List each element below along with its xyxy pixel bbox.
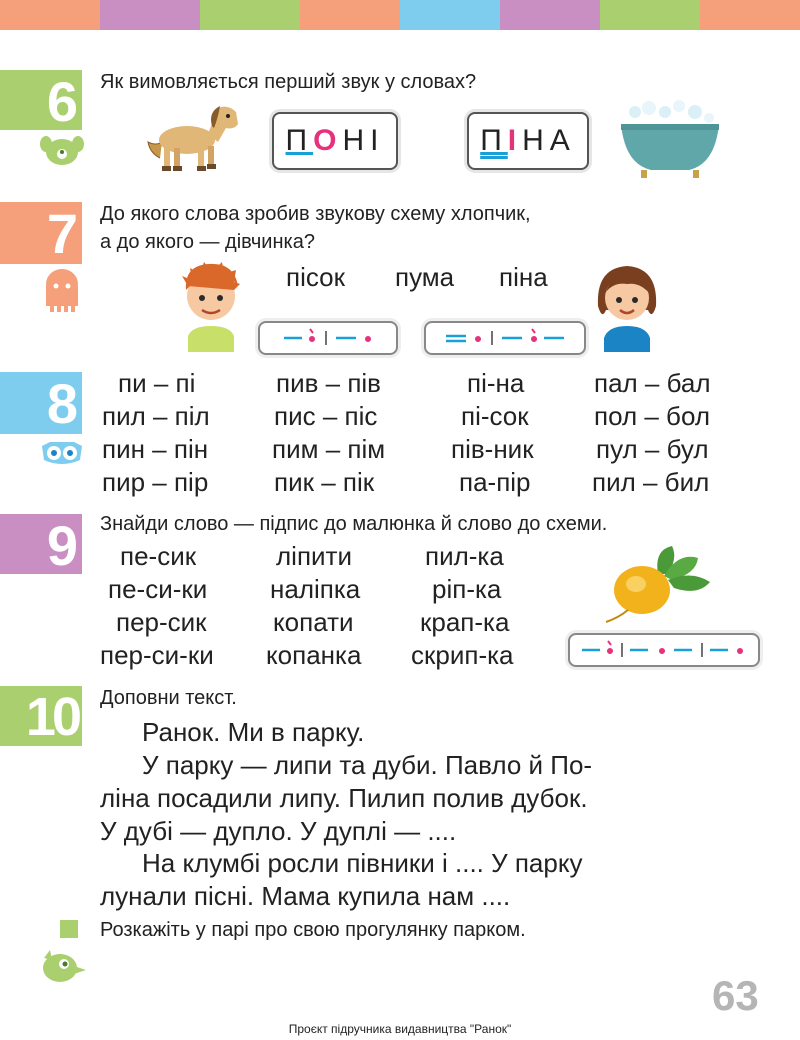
task7-prompt-line1: До якого слова зробив звукову схему хлопчик, <box>100 203 531 225</box>
story-line: У дубі — дупло. У дуплі — .... <box>100 816 457 846</box>
pair-task-square-icon <box>60 920 78 938</box>
letter: А <box>549 124 576 157</box>
letter: П <box>480 124 508 157</box>
task-number-10: 10 <box>0 686 82 746</box>
dog-mascot-icon <box>40 134 84 171</box>
story-line: На клумбі росли півники і .... У парку <box>142 848 583 878</box>
syllable-pair: пир – пір <box>102 467 209 497</box>
story-line: Ранок. Ми в парку. <box>142 717 365 747</box>
syllable-pair: пил – піл <box>102 401 210 431</box>
task6-prompt: Як вимовляється перший звук у словах? <box>100 71 477 93</box>
turnip-icon <box>598 544 714 631</box>
task7-word: пісок <box>286 262 345 292</box>
page-number: 63 <box>712 972 759 1019</box>
stripe-segment <box>0 0 100 30</box>
letter: П <box>285 124 314 157</box>
syllable-pair: пол – бол <box>594 401 710 431</box>
word-option: крап-ка <box>420 607 510 637</box>
task-number-8: 8 <box>0 372 82 434</box>
task7-word: пума <box>395 262 455 292</box>
task-number-9: 9 <box>0 514 82 574</box>
task-number-6: 6 <box>0 70 82 130</box>
story-line: ліна посадили липу. Пилип полив дубок. <box>100 783 588 813</box>
syllable-pair: пин – пін <box>102 434 209 464</box>
word-option: ріп-ка <box>432 574 502 604</box>
syllable-pair: пим – пім <box>272 434 386 464</box>
word-option: ліпити <box>276 541 352 571</box>
word-option: наліпка <box>270 574 361 604</box>
stripe-segment <box>700 0 800 30</box>
task7-word: піна <box>499 262 548 292</box>
footer-text: Проєкт підручника видавництва "Ранок" <box>288 1022 512 1036</box>
syllable-pair: пал – бал <box>594 368 711 398</box>
top-color-stripe <box>0 0 800 30</box>
syllable-pair: пул – бул <box>596 434 709 464</box>
letter: О <box>313 124 343 157</box>
stripe-segment <box>200 0 300 30</box>
syllable-pair: пис – піс <box>274 401 378 431</box>
sound-schema-girl <box>424 321 586 355</box>
sound-schema-boy <box>258 321 398 355</box>
stripe-segment <box>100 0 200 30</box>
letter: І <box>507 124 523 157</box>
stripe-segment <box>500 0 600 30</box>
task-number-7: 7 <box>0 202 82 264</box>
word-option: скрип-ка <box>411 640 514 670</box>
word-option: пе-сик <box>120 541 197 571</box>
syllable-pair: пил – бил <box>592 467 710 497</box>
owl-mascot-icon <box>40 440 84 471</box>
task9-prompt: Знайди слово — підпис до малюнка й слово до схеми. <box>100 513 608 535</box>
letter: Н <box>522 124 550 157</box>
syllable-word: пі-на <box>467 368 525 398</box>
syllable-word: пів-ник <box>451 434 534 464</box>
story-line: У парку — липи та дуби. Павло й По- <box>142 750 593 780</box>
syllable-pair: пи – пі <box>118 368 196 398</box>
word-card-poni <box>272 112 398 170</box>
syllable-word: пі-сок <box>461 401 529 431</box>
word-option: пе-си-ки <box>108 574 208 604</box>
letter: І <box>370 124 385 157</box>
story-line: лунали пісні. Мама купила нам .... <box>100 881 511 911</box>
word-option: копати <box>273 607 354 637</box>
task7-prompt-line2: а до якого — дівчинка? <box>100 231 315 253</box>
bathtub-icon <box>615 98 725 188</box>
word-option: пер-сик <box>116 607 207 637</box>
bird-mascot-icon <box>40 948 86 989</box>
syllable-pair: пив – пів <box>276 368 381 398</box>
octopus-mascot-icon <box>44 268 80 317</box>
word-option: пер-си-ки <box>100 640 214 670</box>
stripe-segment <box>600 0 700 30</box>
pair-task-text: Розкажіть у парі про свою прогулянку парком. <box>100 919 526 941</box>
word-option: пил-ка <box>425 541 504 571</box>
syllable-pair: пик – пік <box>274 467 375 497</box>
stripe-segment <box>300 0 400 30</box>
letter: Н <box>342 124 371 157</box>
task10-prompt: Доповни текст. <box>100 687 237 709</box>
word-option: копанка <box>266 640 362 670</box>
syllable-word: па-пір <box>459 467 531 497</box>
girl-icon <box>592 260 662 357</box>
boy-icon <box>178 256 244 357</box>
pony-icon <box>142 98 242 178</box>
sound-schema-task9 <box>568 633 760 667</box>
stripe-segment <box>400 0 500 30</box>
word-card-pina <box>467 112 589 170</box>
